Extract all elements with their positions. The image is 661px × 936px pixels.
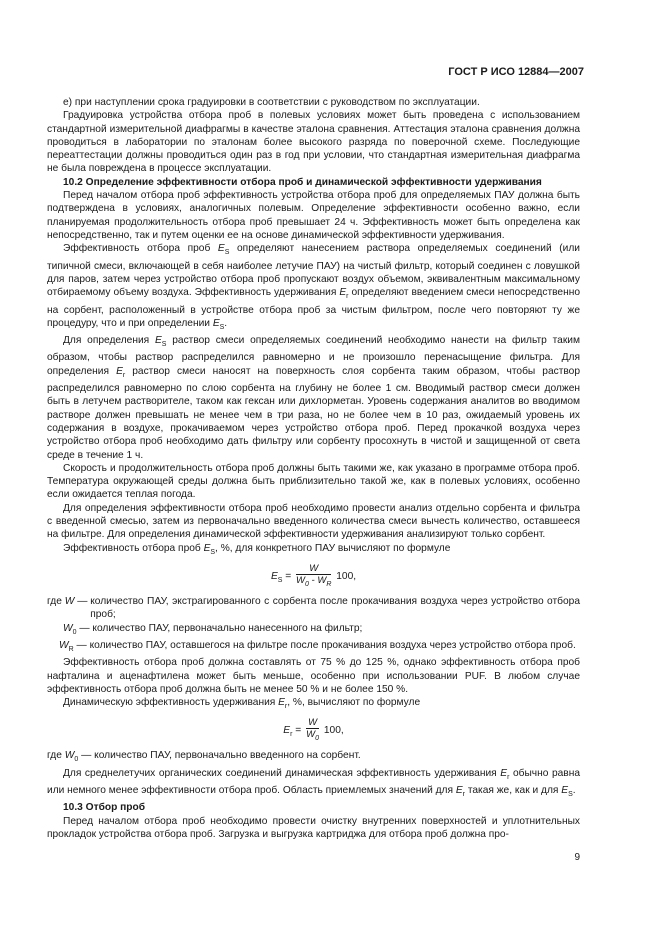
paragraph-item-e: е) при наступлении срока градуировки в соответствии с руководством по эксплуатации.	[63, 97, 480, 108]
paragraph-semivolatile: Для среднелетучих органических соединений динамическая эффективность удерживания $E_r$ обычно равна или немного менее эффективности отбора проб. Область приемлемых значений для $E_r$ такая же, как и для $E_S$.	[47, 767, 581, 799]
where-w0-sorbent: где $W_0$ — количество ПАУ, первоначально введенного на сорбент.	[47, 750, 361, 764]
paragraph-efficiency-es: Эффективность отбора проб $E_S$ определяют нанесением раствора определяемых соединений (или типичной смеси, включающей в себя наиболее летучие ПАУ) на чистый фильтр, который соединен с ловушкой для паров, затем через устройство отбора проб пропускают воздух объемом, эквивалентным максимальному отбираемому объему воздуха. Эффективность удерживания $E_r$ определяют введением смеси непосредственно на сорбент, расположенный в устройстве отбора проб за чистым фильтром, после чего повторяют ту же процедуру, что и при определении $E_S$.	[47, 243, 581, 331]
paragraph-before-sampling: Перед началом отбора проб эффективность устройства отбора проб для определяемых ПАУ должна быть подтверждена в условиях, аналогичных полевым. Определение эффективности особенно важно, если планируемая продолжительность отбора проб превышает 24 ч. Эффективность может быть определена как непосредственно, так и путем оценки ее на основе динамической эффективности удерживания.	[47, 190, 580, 241]
formula-es-fraction: $\frac{W}{W_0 - W_R}$	[296, 562, 332, 588]
page-number: 9	[574, 852, 580, 863]
document-code: ГОСТ Р ИСО 12884—2007	[448, 66, 584, 78]
where-w0: $W_0$ — количество ПАУ, первоначально нанесенного на фильтр;	[63, 622, 363, 636]
section-heading-10-3: 10.3 Отбор проб	[63, 802, 146, 814]
page-content	[47, 96, 580, 841]
paragraph-speed: Скорость и продолжительность отбора проб должны быть такими же, как указано в программе отбора проб. Температура окружающей среды должна быть приблизительно такой же, как в полевых условиях, особенно если ожидается теплая погода.	[47, 462, 580, 501]
formula-er-fraction: $\frac{W}{W_0}$	[306, 717, 319, 743]
formula-es: $E_S$ = $\frac{W}{W_0 - W_R}$ 100,	[270, 562, 357, 588]
paragraph-dynamic: Динамическую эффективность удерживания $E_r$, %, вычисляют по формуле	[63, 697, 421, 711]
paragraph-range: Эффективность отбора проб должна составлять от 75 % до 125 %, однако эффективность отбора проб нафталина и аценафтилена может быть меньше, особенно при использовании PUF. В любом случае эффективность отбора проб должна быть не менее 50 % и не более 150 %.	[47, 657, 580, 695]
where-wr: $W_R$ — количество ПАУ, оставшегося на фильтре после прокачивания воздуха через устройство отбора проб.	[59, 639, 576, 653]
paragraph-analysis: Для определения эффективности отбора проб необходимо провести анализ отдельно сорбента и фильтра с введенной смесью, затем из первоначально введенного количества смеси вычесть количество, оставшееся на фильтре. Для определения динамической эффективности удерживания анализируют только сорбент.	[47, 502, 580, 541]
section-heading-10-2: 10.2 Определение эффективности отбора проб и динамической эффективности удерживания	[63, 176, 542, 188]
paragraph-determination: Для определения $E_S$ раствор смеси определяемых соединений необходимо нанести на фильтр таким образом, чтобы раствор распределился равномерно и не произошло перенасыщение фильтра. Для определения $E_r$ раствор смеси наносят на поверхность слоя сорбента таким образом, чтобы раствор распределился равномерно по слою сорбента на глубину не более 1 см. Вводимый раствор смеси должен быть в летучем растворителе, таком как гексан или дихлорметан. Уровень содержания аналитов во вводимом растворе должен превышать не менее чем в три раза, но не более чем в 10 раз, ожидаемый уровень их содержания в воздухе, прокачиваемом через устройство отбора проб. Перед прокачкой воздуха через устройство отбора проб необходимо дать фильтру или сорбенту просохнуть в чистой и защищенной от света среде в течение 1 ч.	[47, 335, 580, 461]
paragraph-cleaning: Перед началом отбора проб необходимо провести очистку внутренних поверхностей и уплотнительных прокладок устройства отбора проб. Загрузка и выгрузка картриджа для отбора проб должна про-	[47, 815, 580, 841]
paragraph-calibration: Градуировка устройства отбора проб в полевых условиях может быть проведена с использованием стандартной измерительной диафрагмы в качестве эталона сравнения. Аттестация эталона сравнения должна проводиться в лаборатории по эталонам более высокого разряда по поверочной схеме. Последующие переаттестации должны проводиться один раз в год при условии, что стандартная измерительная диафрагма не была повреждена в процессе эксплуатации.	[47, 110, 580, 175]
where-w: где W — количество ПАУ, экстрагированного с сорбента после прокачивания воздуха через устройство отбора проб;	[47, 595, 580, 621]
paragraph-formula-intro: Эффективность отбора проб $E_S$, %, для конкретного ПАУ вычисляют по формуле	[63, 542, 451, 556]
formula-er: $E_r$ = $\frac{W}{W_0}$ 100,	[283, 717, 344, 743]
